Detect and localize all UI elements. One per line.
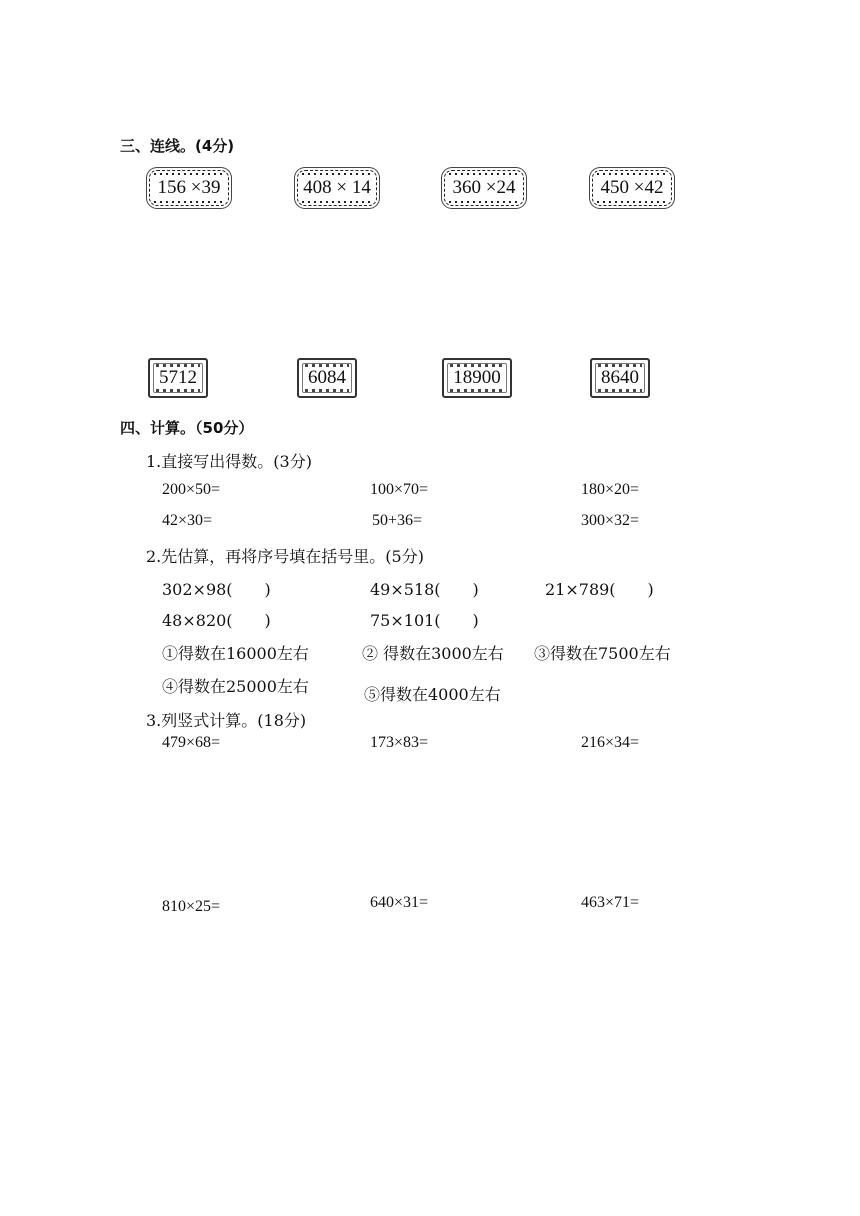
q2-option-4: ④得数在25000左右	[162, 677, 309, 696]
match-bottom-box-1[interactable]	[148, 358, 208, 398]
match-top-box-2-label: 408 × 14	[303, 177, 371, 198]
q2-option-5: ⑤得数在4000左右	[364, 685, 501, 704]
q3-item-1: 479×68=	[162, 734, 221, 751]
match-bottom-box-4[interactable]	[590, 358, 650, 398]
q2-item-3: 21×789( )	[545, 580, 654, 599]
section3-title: 三、连线。(4分)	[120, 137, 235, 155]
q3-item-6: 463×71=	[581, 894, 640, 911]
match-bottom-box-4-label: 8640	[601, 367, 639, 388]
q1-item-3: 180×20=	[581, 481, 640, 498]
match-top-box-4-label: 450 ×42	[600, 177, 664, 198]
q2-title: 2.先估算，再将序号填在括号里。(5分)	[146, 547, 424, 566]
match-top-box-4[interactable]	[592, 170, 672, 206]
q1-item-2: 100×70=	[370, 481, 429, 498]
q3-item-3: 216×34=	[581, 734, 640, 751]
q2-item-2: 49×518( )	[370, 580, 479, 599]
q3-item-5: 640×31=	[370, 894, 429, 911]
q2-option-3: ③得数在7500左右	[534, 644, 671, 663]
match-bottom-box-3[interactable]	[442, 358, 512, 398]
q2-option-1: ①得数在16000左右	[162, 644, 309, 663]
match-bottom-box-2-label: 6084	[308, 367, 346, 388]
q1-item-5: 50+36=	[372, 512, 423, 529]
match-top-box-3-label: 360 ×24	[452, 177, 516, 198]
match-bottom-box-1-label: 5712	[159, 367, 197, 388]
section4-title: 四、计算。（50分）	[120, 419, 254, 437]
q2-option-2: ② 得数在3000左右	[362, 644, 504, 663]
q1-item-6: 300×32=	[581, 512, 640, 529]
q2-item-5: 75×101( )	[370, 611, 479, 630]
match-top-box-3[interactable]	[444, 170, 524, 206]
q3-item-4: 810×25=	[162, 898, 221, 915]
match-bottom-box-3-label: 18900	[453, 367, 501, 388]
match-top-box-1[interactable]	[149, 170, 229, 206]
match-bottom-box-2[interactable]	[297, 358, 357, 398]
q1-title: 1.直接写出得数。(3分)	[146, 452, 312, 471]
match-top-box-2[interactable]	[297, 170, 377, 206]
q2-item-4: 48×820( )	[162, 611, 271, 630]
q2-item-1: 302×98( )	[162, 580, 271, 599]
q1-item-1: 200×50=	[162, 481, 221, 498]
q1-item-4: 42×30=	[162, 512, 213, 529]
q3-item-2: 173×83=	[370, 734, 429, 751]
q3-title: 3.列竖式计算。(18分)	[146, 711, 307, 730]
match-top-box-1-label: 156 ×39	[157, 177, 221, 198]
